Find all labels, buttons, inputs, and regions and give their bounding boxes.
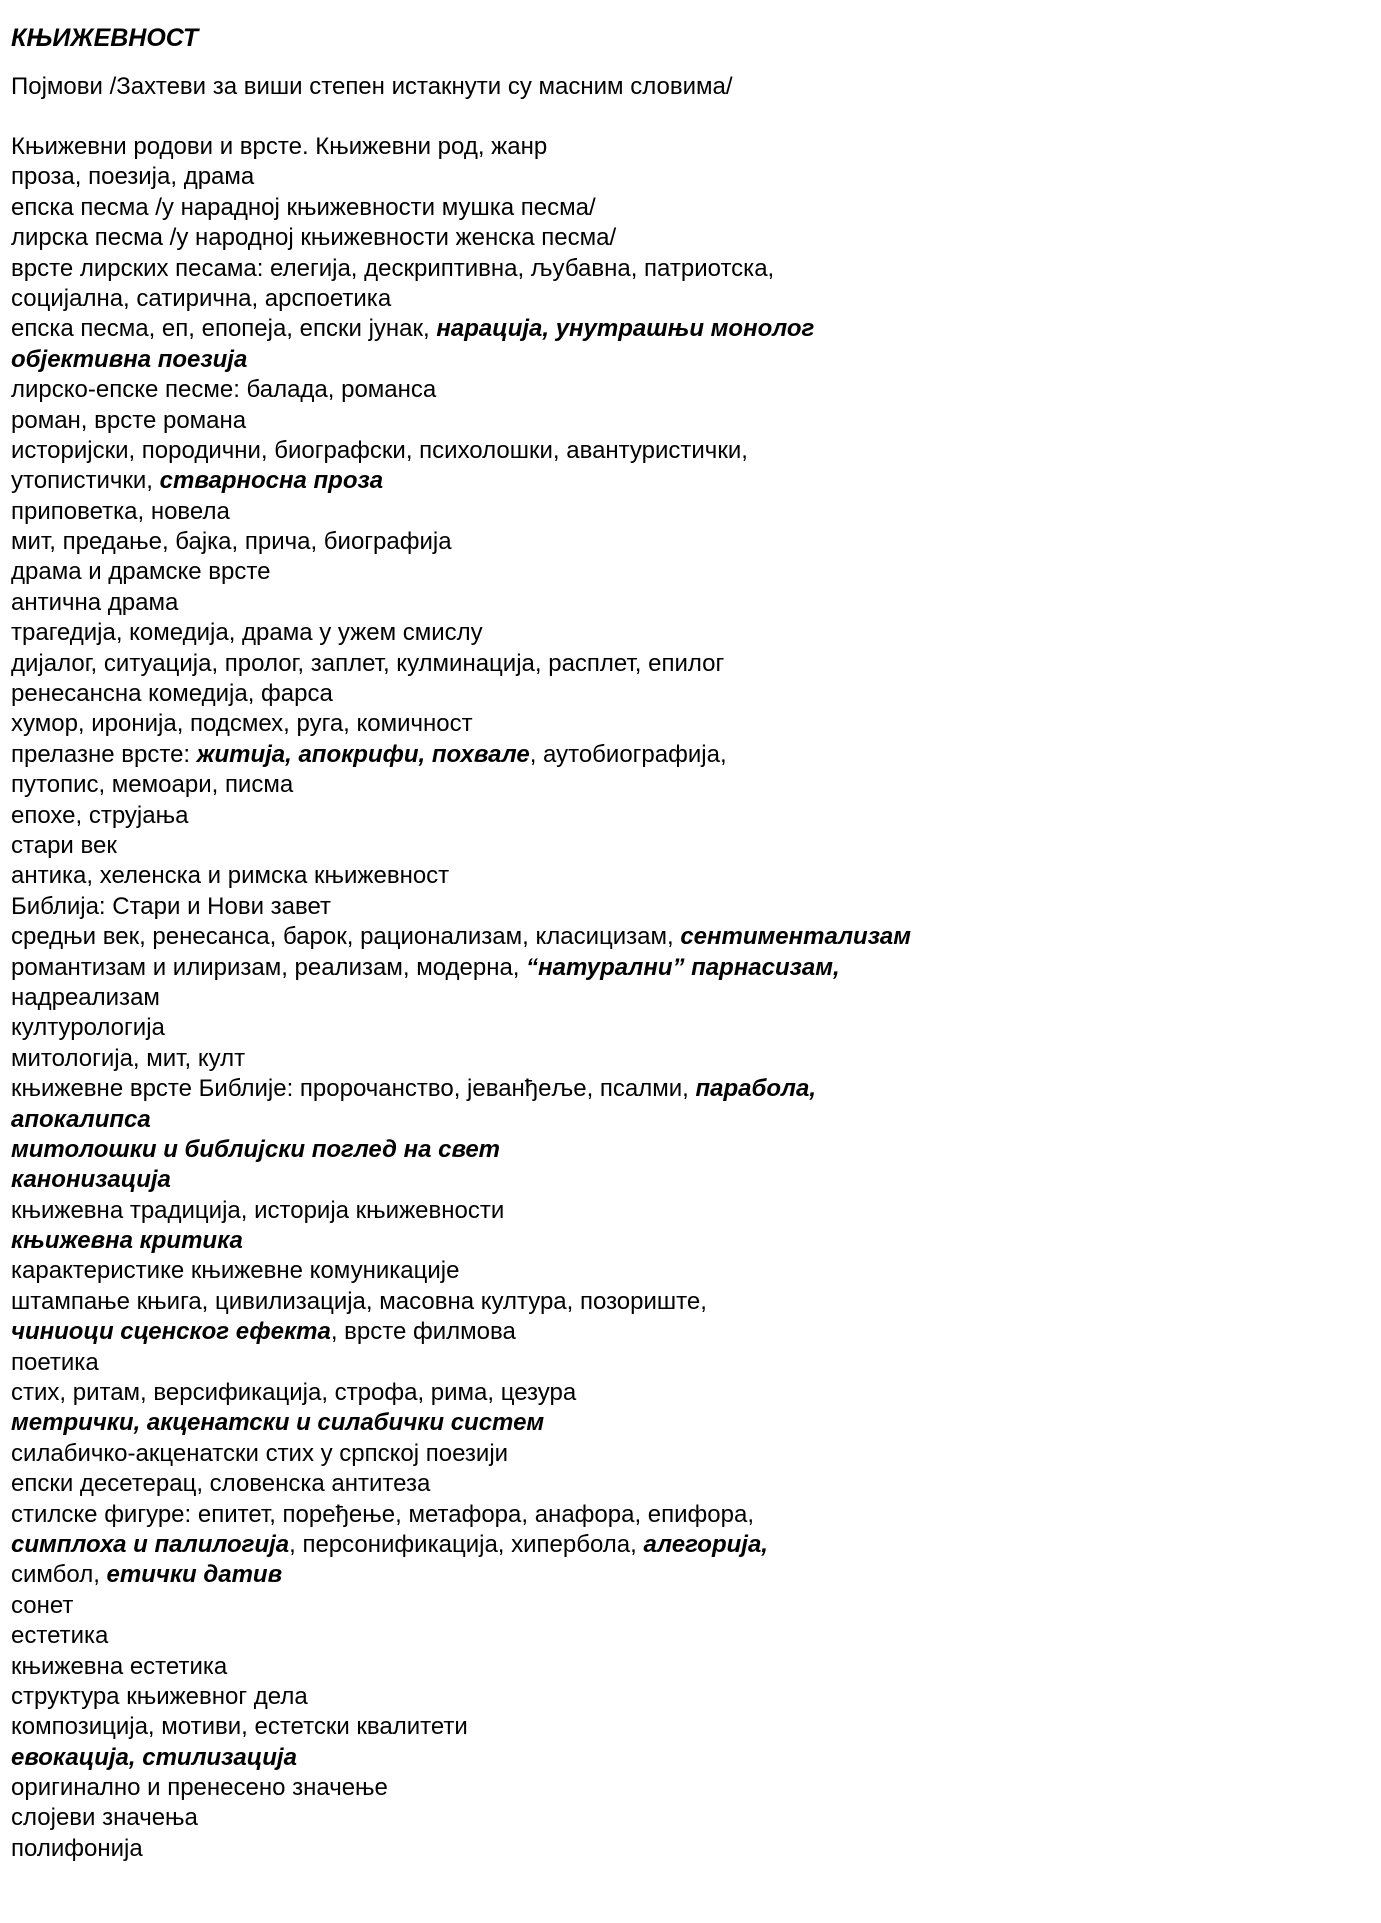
term-line xyxy=(11,284,1351,314)
term-line xyxy=(11,1469,1351,1499)
term-line xyxy=(11,162,1351,192)
highlighted-term: канонизација xyxy=(11,1166,171,1194)
term-line xyxy=(11,1530,1351,1560)
term-line xyxy=(11,1135,1351,1165)
term-text: стих, ритам, версификација, строфа, рима, цезура xyxy=(11,1379,577,1407)
term-text: епска песма /у нарадној књижевности мушка песма/ xyxy=(11,193,596,221)
term-line xyxy=(11,375,1351,405)
term-line xyxy=(11,649,1351,679)
term-text: полифонија xyxy=(11,1834,143,1862)
term-line xyxy=(11,436,1351,466)
term-line xyxy=(11,1074,1351,1104)
term-text: књижевна традиција, историја књижевности xyxy=(11,1196,505,1224)
term-line xyxy=(11,345,1351,375)
term-text: антична драма xyxy=(11,588,179,616)
term-text: естетика xyxy=(11,1622,109,1650)
highlighted-term: метрички, акценатски и силабички систем xyxy=(11,1409,545,1437)
term-text: карактеристике књижевне комуникације xyxy=(11,1257,460,1285)
term-text: епохе, струјања xyxy=(11,801,189,829)
term-line xyxy=(11,557,1351,587)
term-text: културологија xyxy=(11,1014,165,1042)
highlighted-term: житија, апокрифи, похвале xyxy=(196,740,530,768)
term-line xyxy=(11,1013,1351,1043)
term-line xyxy=(11,254,1351,284)
term-text: лирска песма /у народној књижевности женска песма/ xyxy=(11,224,617,252)
term-text: антика, хеленска и римска књижевност xyxy=(11,862,450,890)
term-text: прелазне врсте: xyxy=(11,740,197,768)
paragraph-gap xyxy=(11,102,1351,132)
term-text: историјски, породични, биографски, психолошки, авантуристички, xyxy=(11,436,748,464)
term-text: надреализам xyxy=(11,983,160,1011)
term-text: стилске фигуре: епитет, поређење, метафора, анафора, епифора, xyxy=(11,1500,754,1528)
highlighted-term: митолошки и библијски поглед на свет xyxy=(11,1135,501,1163)
term-text: роман, врсте романа xyxy=(11,406,247,434)
term-line xyxy=(11,831,1351,861)
term-text: драма и драмске врсте xyxy=(11,558,271,586)
term-line xyxy=(11,953,1351,983)
term-line xyxy=(11,618,1351,648)
term-line xyxy=(11,1500,1351,1530)
term-line xyxy=(11,1044,1351,1074)
term-text: Библија: Стари и Нови завет xyxy=(11,892,332,920)
term-text: митологија, мит, култ xyxy=(11,1044,246,1072)
term-text: лирско-епске песме: балада, романса xyxy=(11,376,437,404)
term-line xyxy=(11,1165,1351,1195)
term-text: ренесансна комедија, фарса xyxy=(11,680,333,708)
term-line xyxy=(11,1287,1351,1317)
term-line xyxy=(11,132,1351,162)
term-text: епски десетерац, словенска антитеза xyxy=(11,1470,431,1498)
term-line xyxy=(11,740,1351,770)
term-text: средњи век, ренесанса, барок, рационализам, класицизам, xyxy=(11,923,681,951)
term-line xyxy=(11,1105,1351,1135)
term-text: путопис, мемоари, писма xyxy=(11,771,294,799)
term-line xyxy=(11,1652,1351,1682)
term-line xyxy=(11,1773,1351,1803)
term-line xyxy=(11,588,1351,618)
term-line xyxy=(11,983,1351,1013)
term-text: симбол, xyxy=(11,1561,107,1589)
highlighted-term: чиниоци сценског ефекта xyxy=(11,1318,331,1346)
term-line xyxy=(11,1256,1351,1286)
document-title: КЊИЖЕВНОСТ xyxy=(11,24,199,52)
term-line xyxy=(11,801,1351,831)
term-text: хумор, иронија, подсмех, руга, комичност xyxy=(11,710,473,738)
term-text: мит, предање, бајка, прича, биографија xyxy=(11,528,452,556)
term-line xyxy=(11,1743,1351,1773)
term-line xyxy=(11,1712,1351,1742)
term-text: композиција, мотиви, естетски квалитети xyxy=(11,1713,468,1741)
term-line xyxy=(11,1348,1351,1378)
term-line xyxy=(11,527,1351,557)
term-line xyxy=(11,1834,1351,1864)
term-text: стари век xyxy=(11,831,117,859)
term-text: приповетка, новела xyxy=(11,497,230,525)
term-text: епска песма, еп, епопеја, епски јунак, xyxy=(11,315,437,343)
term-list xyxy=(11,132,1351,1864)
highlighted-term: симплоха и палилогија xyxy=(11,1530,290,1558)
term-text: романтизам и илиризам, реализам, модерна, xyxy=(11,953,527,981)
term-line xyxy=(11,1591,1351,1621)
term-line xyxy=(11,1408,1351,1438)
highlighted-term: евокација, стилизација xyxy=(11,1743,297,1771)
term-text: дијалог, ситуација, пролог, заплет, кулминација, расплет, епилог xyxy=(11,649,725,677)
term-text: силабичко-акценатски стих у српској поезији xyxy=(11,1439,509,1467)
highlighted-term: сентиментализам xyxy=(680,923,912,951)
term-line xyxy=(11,406,1351,436)
term-line xyxy=(11,1560,1351,1590)
term-text: поетика xyxy=(11,1348,99,1376)
term-text: структура књижевног дела xyxy=(11,1682,308,1710)
term-line xyxy=(11,1621,1351,1651)
term-text: социјална, сатирична, арспоетика xyxy=(11,284,392,312)
highlighted-term: нарација, унутрашњи монолог xyxy=(436,315,815,343)
term-text: утопистички, xyxy=(11,467,160,495)
term-line xyxy=(11,497,1351,527)
term-line xyxy=(11,1378,1351,1408)
term-line xyxy=(11,892,1351,922)
term-line xyxy=(11,679,1351,709)
term-text: књижевна естетика xyxy=(11,1652,228,1680)
term-line xyxy=(11,1682,1351,1712)
term-line xyxy=(11,861,1351,891)
term-text: трагедија, комедија, драма у ужем смислу xyxy=(11,619,483,647)
term-line xyxy=(11,1317,1351,1347)
term-line xyxy=(11,709,1351,739)
term-text: , персонификација, хипербола, xyxy=(289,1530,644,1558)
term-text: сонет xyxy=(11,1591,74,1619)
term-text: књижевне врсте Библије: пророчанство, јеванђеље, псалми, xyxy=(11,1075,696,1103)
term-text: , врсте филмова xyxy=(330,1318,516,1346)
highlighted-term: “натурални” парнасизам, xyxy=(526,953,840,981)
highlighted-term: стварносна проза xyxy=(159,467,384,495)
term-text: , аутобиографија, xyxy=(529,740,727,768)
term-text: штампање књига, цивилизација, масовна култура, позориште, xyxy=(11,1287,707,1315)
term-line xyxy=(11,193,1351,223)
term-line xyxy=(11,922,1351,952)
term-line xyxy=(11,223,1351,253)
highlighted-term: апокалипса xyxy=(11,1105,151,1133)
term-text: врсте лирских песама: елегија, дескриптивна, љубавна, патриотска, xyxy=(11,254,775,282)
term-line xyxy=(11,466,1351,496)
document-subtitle: Појмови /Захтеви за виши степен истакнути су масним словима/ xyxy=(11,73,733,100)
term-line xyxy=(11,314,1351,344)
term-text: слојеви значења xyxy=(11,1804,198,1832)
highlighted-term: објективна поезија xyxy=(11,345,248,373)
term-text: проза, поезија, драма xyxy=(11,163,255,191)
document-body xyxy=(11,20,1351,1864)
term-text: Књижевни родови и врсте. Књижевни род, жанр xyxy=(11,133,548,160)
highlighted-term: етички датив xyxy=(106,1561,283,1589)
highlighted-term: алегорија, xyxy=(643,1530,768,1558)
term-line xyxy=(11,1439,1351,1469)
term-text: оригинално и пренесено значење xyxy=(11,1774,388,1802)
term-line xyxy=(11,770,1351,800)
highlighted-term: књижевна критика xyxy=(11,1227,243,1255)
highlighted-term: парабола, xyxy=(695,1075,816,1103)
term-line xyxy=(11,1196,1351,1226)
term-line xyxy=(11,1803,1351,1833)
term-line xyxy=(11,1226,1351,1256)
